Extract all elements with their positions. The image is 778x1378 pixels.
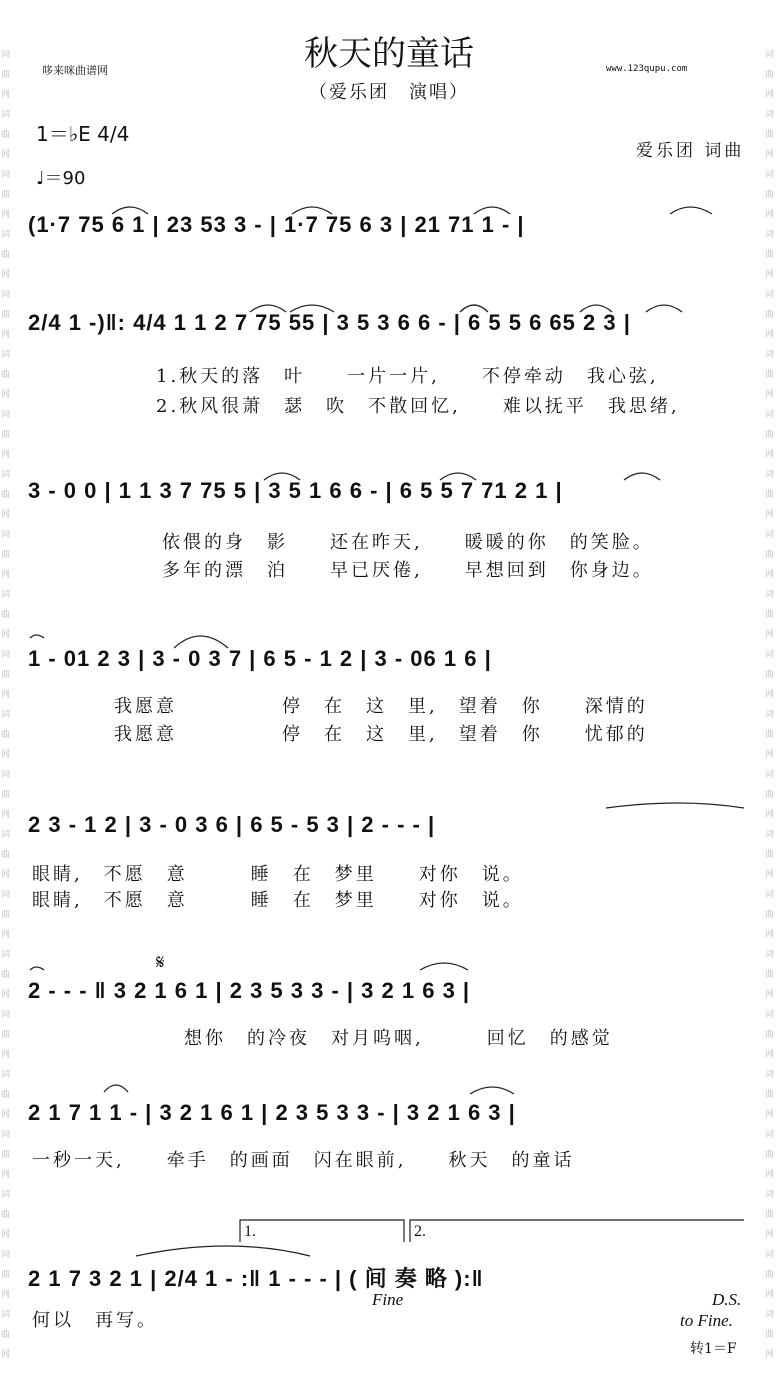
watermark-glyph: 曲	[765, 970, 775, 980]
watermark-glyph: 网	[1, 210, 11, 220]
watermark-glyph: 网	[1, 810, 11, 820]
watermark-glyph: 词	[1, 830, 11, 840]
watermark-glyph: 网	[1, 1110, 11, 1120]
lyric-line-7: 一秒一天, 牵手 的画面 闪在眼前, 秋天 的童话	[32, 1150, 575, 1171]
watermark-glyph: 词	[765, 350, 775, 360]
score-line-6: 2 - - - ‖ 3 2 1 6 1 | 2 3 5 3 3 - | 3 2 1 6 3 |	[28, 978, 471, 1003]
watermark-glyph: 词	[765, 1190, 775, 1200]
watermark-glyph: 曲	[765, 250, 775, 260]
watermark-glyph: 词	[765, 710, 775, 720]
watermark-glyph: 网	[765, 330, 775, 340]
watermark-glyph: 网	[1, 270, 11, 280]
watermark-glyph: 曲	[765, 430, 775, 440]
watermark-glyph: 网	[1, 630, 11, 640]
watermark-glyph: 词	[1, 770, 11, 780]
watermark-glyph: 曲	[1, 730, 11, 740]
watermark-glyph: 网	[1, 690, 11, 700]
watermark-glyph: 网	[1, 510, 11, 520]
watermark-glyph: 曲	[765, 730, 775, 740]
watermark-glyph: 词	[765, 770, 775, 780]
volta-second-ending: 2.	[414, 1223, 426, 1240]
watermark-glyph: 词	[1, 590, 11, 600]
watermark-glyph: 词	[1, 230, 11, 240]
watermark-glyph: 词	[1, 1190, 11, 1200]
watermark-glyph: 词	[1, 170, 11, 180]
watermark-glyph: 曲	[765, 70, 775, 80]
score-line-3: 3 - 0 0 | 1 1 3 7 75 5 | 3 5 1 6 6 - | 6 5 5 7 71 2 1 |	[28, 478, 563, 503]
watermark-glyph: 网	[1, 570, 11, 580]
watermark-glyph: 曲	[1, 130, 11, 140]
watermark-glyph: 词	[765, 530, 775, 540]
watermark-glyph: 网	[765, 510, 775, 520]
lyric-line-4-verse-2: 我愿意 停 在 这 里, 望着 你 忧郁的	[114, 724, 648, 745]
watermark-glyph: 网	[1, 450, 11, 460]
watermark-glyph: 词	[765, 830, 775, 840]
watermark-glyph: 词	[765, 410, 775, 420]
lyric-line-5-verse-2: 眼睛, 不愿 意 睡 在 梦里 对你 说。	[32, 890, 524, 911]
watermark-glyph: 曲	[1, 610, 11, 620]
watermark-glyph: 网	[1, 750, 11, 760]
watermark-glyph: 曲	[765, 310, 775, 320]
watermark-glyph: 网	[1, 1170, 11, 1180]
watermark-glyph: 词	[765, 290, 775, 300]
watermark-glyph: 曲	[1, 850, 11, 860]
site-name: 哆来咪曲谱网	[42, 64, 108, 77]
watermark-glyph: 曲	[1, 550, 11, 560]
watermark-glyph: 网	[765, 870, 775, 880]
watermark-glyph: 词	[765, 110, 775, 120]
watermark-glyph: 词	[1, 1070, 11, 1080]
watermark-glyph: 词	[1, 1130, 11, 1140]
watermark-glyph: 词	[1, 110, 11, 120]
lyric-line-8: 何以 再写。	[32, 1310, 158, 1331]
watermark-glyph: 曲	[765, 850, 775, 860]
watermark-glyph: 词	[1, 410, 11, 420]
watermark-glyph: 网	[765, 930, 775, 940]
watermark-glyph: 网	[1, 930, 11, 940]
watermark-glyph: 曲	[765, 670, 775, 680]
watermark-glyph: 曲	[1, 670, 11, 680]
watermark-glyph: 曲	[1, 1090, 11, 1100]
watermark-glyph: 曲	[765, 190, 775, 200]
watermark-glyph: 网	[765, 690, 775, 700]
watermark-glyph: 网	[1, 870, 11, 880]
watermark-glyph: 曲	[765, 1090, 775, 1100]
watermark-glyph: 网	[765, 570, 775, 580]
watermark-glyph: 词	[765, 650, 775, 660]
watermark-glyph: 词	[765, 950, 775, 960]
watermark-glyph: 词	[765, 1010, 775, 1020]
watermark-glyph: 曲	[1, 1270, 11, 1280]
watermark-glyph: 曲	[765, 1330, 775, 1340]
watermark-glyph: 词	[765, 1250, 775, 1260]
watermark-glyph: 词	[765, 230, 775, 240]
modulation-marking: 转1＝F	[690, 1341, 737, 1357]
watermark-glyph: 曲	[1, 370, 11, 380]
song-title: 秋天的童话	[304, 34, 474, 74]
watermark-glyph: 网	[765, 630, 775, 640]
watermark-glyph: 词	[765, 1130, 775, 1140]
watermark-glyph: 曲	[765, 1270, 775, 1280]
watermark-glyph: 曲	[1, 970, 11, 980]
watermark-glyph: 曲	[1, 250, 11, 260]
watermark-glyph: 曲	[1, 190, 11, 200]
watermark-glyph: 词	[1, 650, 11, 660]
watermark-glyph: 词	[765, 1310, 775, 1320]
watermark-glyph: 曲	[765, 910, 775, 920]
watermark-glyph: 曲	[765, 1150, 775, 1160]
site-url: www.123qupu.com	[606, 64, 688, 74]
watermark-glyph: 曲	[1, 790, 11, 800]
watermark-glyph: 网	[765, 1050, 775, 1060]
watermark-glyph: 网	[1, 90, 11, 100]
watermark-glyph: 网	[1, 390, 11, 400]
score-line-7: 2 1 7 1 1 - | 3 2 1 6 1 | 2 3 5 3 3 - | 3 2 1 6 3 |	[28, 1100, 516, 1125]
score-line-1: (1·7 75 6 1 | 23 53 3 - | 1·7 75 6 3 | 21 71 1 - |	[28, 212, 525, 237]
watermark-glyph: 曲	[1, 1150, 11, 1160]
tempo-marking: ♩＝90	[36, 168, 86, 189]
watermark-glyph: 网	[765, 90, 775, 100]
watermark-glyph: 网	[765, 1350, 775, 1360]
watermark-glyph: 网	[1, 150, 11, 160]
watermark-glyph: 曲	[1, 1210, 11, 1220]
watermark-glyph: 网	[765, 270, 775, 280]
watermark-glyph: 词	[1, 530, 11, 540]
watermark-glyph: 词	[1, 470, 11, 480]
watermark-glyph: 网	[765, 390, 775, 400]
watermark-glyph: 网	[1, 1290, 11, 1300]
lyric-line-3-verse-1: 依偎的身 影 还在昨天, 暖暖的你 的笑脸。	[162, 532, 654, 553]
watermark-glyph: 曲	[765, 1030, 775, 1040]
segno-sign: 𝄋	[156, 950, 165, 974]
watermark-glyph: 曲	[765, 490, 775, 500]
watermark-glyph: 词	[765, 890, 775, 900]
watermark-glyph: 词	[1, 1250, 11, 1260]
watermark-glyph: 曲	[1, 1030, 11, 1040]
watermark-glyph: 曲	[765, 370, 775, 380]
watermark-glyph: 网	[1, 1350, 11, 1360]
watermark-glyph: 词	[1, 1310, 11, 1320]
watermark-glyph: 网	[765, 150, 775, 160]
watermark-glyph: 词	[765, 50, 775, 60]
watermark-glyph: 网	[1, 1050, 11, 1060]
watermark-glyph: 曲	[765, 550, 775, 560]
score-line-2: 2/4 1 -)‖: 4/4 1 1 2 7 75 55 | 3 5 3 6 6 - | 6 5 5 6 65 2 3 |	[28, 310, 631, 335]
watermark-glyph: 词	[1, 950, 11, 960]
score-line-4: 1 - 01 2 3 | 3 - 0 3 7 | 6 5 - 1 2 | 3 - 06 1 6 |	[28, 646, 492, 671]
watermark-glyph: 词	[1, 350, 11, 360]
watermark-glyph: 曲	[1, 1330, 11, 1340]
watermark-glyph: 词	[765, 470, 775, 480]
watermark-glyph: 网	[765, 750, 775, 760]
score-line-8: 2 1 7 3 2 1 | 2/4 1 - :‖ 1 - - - | ( 间 奏 略 ):‖	[28, 1266, 484, 1291]
performer-subtitle: （爱乐团 演唱）	[309, 82, 469, 103]
lyric-line-2-verse-1: 1.秋天的落 叶 一片一片, 不停牵动 我心弦,	[156, 366, 659, 387]
fine-marking: Fine	[372, 1290, 404, 1309]
watermark-glyph: 网	[765, 210, 775, 220]
watermark-glyph: 曲	[1, 70, 11, 80]
to-fine-marking: to Fine.	[680, 1311, 733, 1330]
watermark-glyph: 网	[765, 1110, 775, 1120]
watermark-glyph: 曲	[1, 310, 11, 320]
watermark-glyph: 网	[765, 810, 775, 820]
watermark-glyph: 词	[1, 890, 11, 900]
watermark-glyph: 网	[765, 1170, 775, 1180]
lyric-line-6: 想你 的冷夜 对月呜咽, 回忆 的感觉	[184, 1028, 613, 1049]
watermark-glyph: 词	[765, 170, 775, 180]
watermark-glyph: 网	[765, 990, 775, 1000]
lyric-line-2-verse-2: 2.秋风很萧 瑟 吹 不散回忆, 难以抚平 我思绪,	[156, 396, 680, 417]
watermark-glyph: 网	[765, 450, 775, 460]
watermark-glyph: 网	[1, 990, 11, 1000]
watermark-glyph: 曲	[765, 130, 775, 140]
watermark-glyph: 词	[1, 1010, 11, 1020]
watermark-glyph: 词	[1, 290, 11, 300]
composer-credit: 爱乐团 词曲	[636, 141, 745, 161]
watermark-glyph: 网	[765, 1230, 775, 1240]
watermark-glyph: 曲	[1, 490, 11, 500]
watermark-glyph: 词	[765, 590, 775, 600]
volta-first-ending: 1.	[244, 1223, 256, 1240]
lyric-line-4-verse-1: 我愿意 停 在 这 里, 望着 你 深情的	[114, 696, 648, 717]
watermark-glyph: 曲	[765, 1210, 775, 1220]
score-line-5: 2 3 - 1 2 | 3 - 0 3 6 | 6 5 - 5 3 | 2 - - - |	[28, 812, 436, 837]
watermark-glyph: 网	[1, 1230, 11, 1240]
watermark-glyph: 曲	[765, 790, 775, 800]
watermark-glyph: 曲	[765, 610, 775, 620]
ds-marking: D.S.	[712, 1290, 742, 1309]
watermark-glyph: 网	[1, 330, 11, 340]
watermark-glyph: 词	[1, 710, 11, 720]
key-signature: 1＝♭E 4/4	[36, 122, 130, 146]
watermark-glyph: 曲	[1, 430, 11, 440]
watermark-glyph: 词	[765, 1070, 775, 1080]
lyric-line-5-verse-1: 眼睛, 不愿 意 睡 在 梦里 对你 说。	[32, 864, 524, 885]
watermark-glyph: 词	[1, 50, 11, 60]
watermark-glyph: 网	[765, 1290, 775, 1300]
watermark-glyph: 曲	[1, 910, 11, 920]
lyric-line-3-verse-2: 多年的漂 泊 早已厌倦, 早想回到 你身边。	[162, 560, 654, 581]
